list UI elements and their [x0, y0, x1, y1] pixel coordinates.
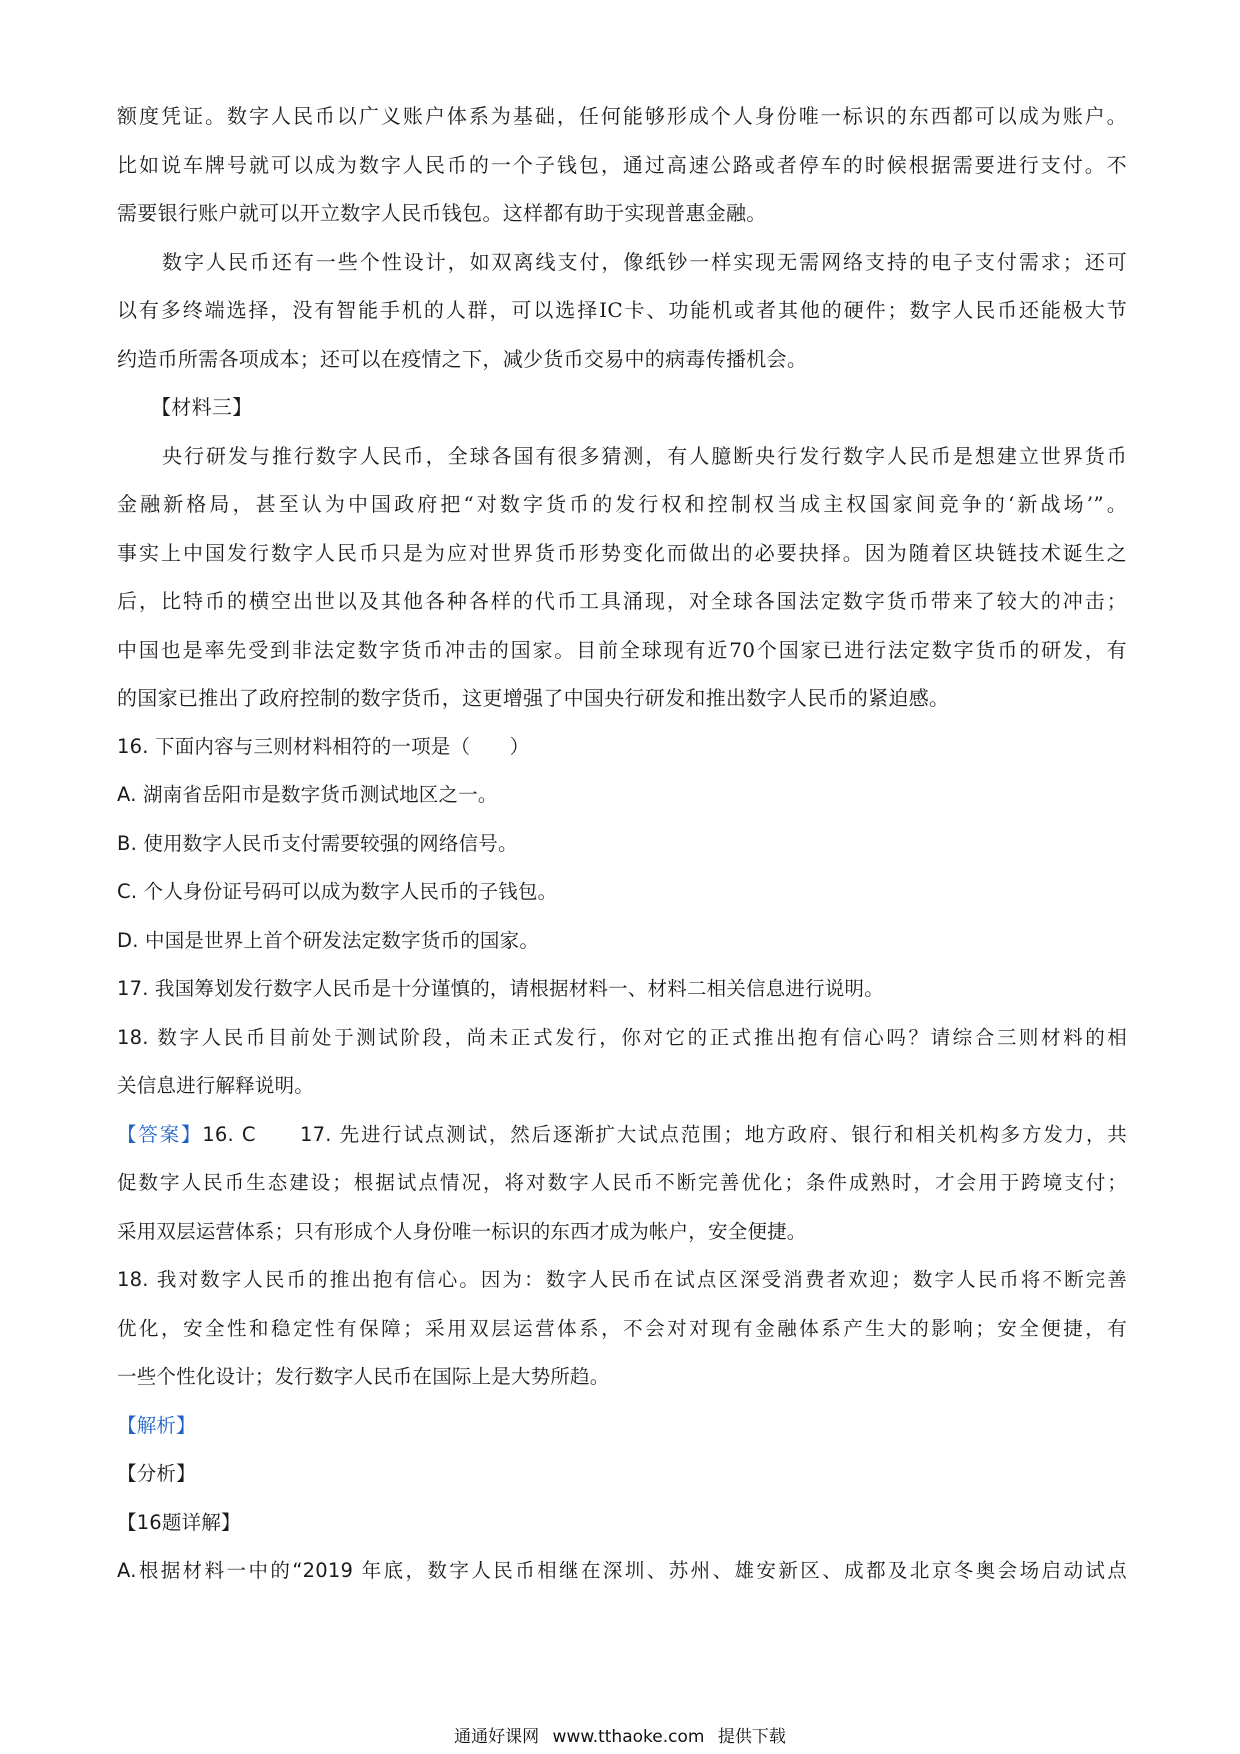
questions — [117, 723, 1127, 1596]
question-16: 16. 下面内容与三则材料相符的一项是（ ） — [117, 734, 530, 758]
answer-line: 促数字人民币生态建设；根据试点情况，将对数字人民币不断完善优化；条件成熟时，才会用于跨境支付； — [117, 1171, 1127, 1194]
text-line: 事实上中国发行数字人民币只是为应对世界货币形势变化而做出的必要抉择。因为随着区块链技术诞生之 — [117, 540, 1127, 565]
answer-line — [117, 1111, 1127, 1160]
text-line: 需要银行账户就可以开立数字人民币钱包。这样都有助于实现普惠金融。 — [117, 201, 767, 225]
answer-18-line: 一些个性化设计；发行数字人民币在国际上是大势所趋。 — [117, 1365, 610, 1388]
footer-site-name: 通通好课网 — [454, 1727, 540, 1747]
option-c: C. 个人身份证号码可以成为数字人民币的子钱包。 — [117, 880, 558, 903]
text-line: 比如说车牌号就可以成为数字人民币的一个子钱包，通过高速公路或者停车的时候根据需要进行支付。不 — [117, 152, 1127, 177]
page-footer — [0, 1722, 1240, 1747]
answer-text: 16. C 17. 先进行试点测试，然后逐渐扩大试点范围；地方政府、银行和相关机构多方发力，共 — [202, 1122, 1127, 1146]
text-line: 以有多终端选择，没有智能手机的人群，可以选择IC卡、功能机或者其他的硬件；数字人民币还能极大节 — [117, 298, 1127, 322]
text-line: 约造币所需各项成本；还可以在疫情之下，减少货币交易中的病毒传播机会。 — [117, 346, 808, 371]
answer-18-line: 优化，安全性和稳定性有保障；采用双层运营体系，不会对对现有金融体系产生大的影响；安全便捷，有 — [117, 1316, 1127, 1340]
footer-suffix: 提供下载 — [717, 1727, 786, 1747]
answer-tag: 【答案】 — [117, 1122, 203, 1146]
text-line: 的国家已推出了政府控制的数字货币，这更增强了中国央行研发和推出数字人民币的紧迫感。 — [117, 686, 950, 710]
analysis-heading: 【分析】 — [117, 1462, 196, 1485]
option-b: B. 使用数字人民币支付需要较强的网络信号。 — [117, 831, 518, 855]
question-17: 17. 我国筹划发行数字人民币是十分谨慎的，请根据材料一、材料二相关信息进行说明。 — [117, 977, 884, 1000]
answer-line: 采用双层运营体系；只有形成个人身份唯一标识的东西才成为帐户，安全便捷。 — [117, 1219, 807, 1243]
document-body — [117, 92, 1127, 1596]
text-line: 数字人民币还有一些个性设计，如双离线支付，像纸钞一样实现无需网络支持的电子支付需求；还可 — [162, 249, 1127, 274]
analysis-tag: 【解析】 — [117, 1413, 196, 1437]
material3 — [117, 383, 1127, 723]
text-line: 额度凭证。数字人民币以广义账户体系为基础，任何能够形成个人身份唯一标识的东西都可以成为账户。 — [117, 104, 1127, 128]
material2-tail — [117, 92, 1127, 383]
answer-18-line: 18. 我对数字人民币的推出抱有信心。因为：数字人民币在试点区深受消费者欢迎；数字人民币将不断完善 — [117, 1268, 1127, 1291]
text-line: 后，比特币的横空出世以及其他各种各样的代币工具涌现，对全球各国法定数字货币带来了较大的冲击； — [117, 589, 1127, 613]
option-d: D. 中国是世界上首个研发法定数字货币的国家。 — [117, 928, 540, 952]
section-heading: 【材料三】 — [151, 395, 253, 419]
option-a: A. 湖南省岳阳市是数字货币测试地区之一。 — [117, 783, 498, 806]
question-18-line: 关信息进行解释说明。 — [117, 1074, 315, 1097]
text-line: 中国也是率先受到非法定数字货币冲击的国家。目前全球现有近70个国家已进行法定数字货币的研发，有 — [117, 637, 1127, 662]
text-line: 央行研发与推行数字人民币，全球各国有很多猜测，有人臆断央行发行数字人民币是想建立世界货币 — [162, 443, 1127, 468]
text-line: 金融新格局，甚至认为中国政府把“对数字货币的发行权和控制权当成主权国家间竞争的‘新战场’”。 — [117, 492, 1127, 516]
detail-line: A.根据材料一中的“2019 年底，数字人民币相继在深圳、苏州、雄安新区、成都及北京冬奥会场启动试点 — [117, 1559, 1127, 1582]
detail-heading: 【16题详解】 — [117, 1510, 241, 1534]
footer-url[interactable]: www.tthaoke.com — [552, 1727, 705, 1747]
question-18-line: 18. 数字人民币目前处于测试阶段，尚未正式发行，你对它的正式推出抱有信心吗？请综合三则材料的相 — [117, 1025, 1127, 1049]
